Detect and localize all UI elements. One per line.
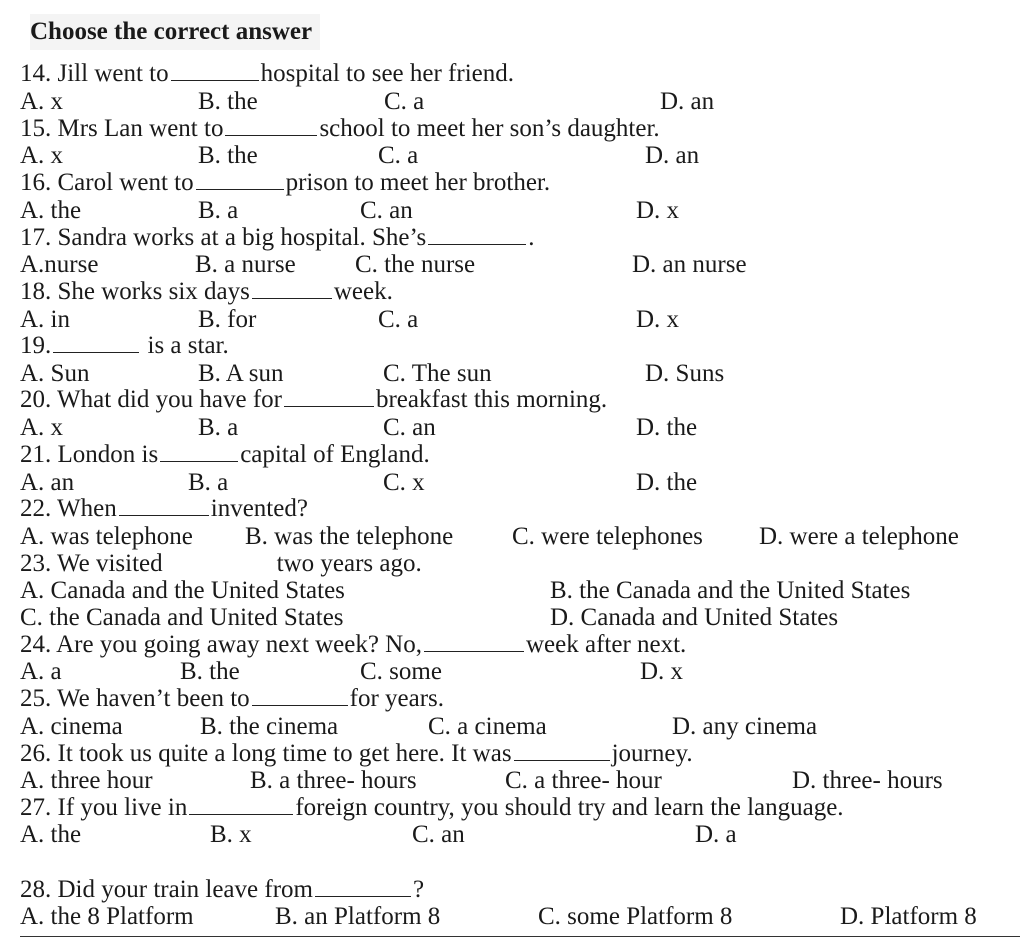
question-text: week after next. — [525, 631, 687, 658]
question-24 — [20, 631, 686, 658]
option-a: A. Sun — [20, 360, 90, 387]
question-20 — [20, 386, 607, 413]
question-17 — [20, 224, 534, 251]
question-text: foreign country, you should try and learn the language. — [295, 794, 844, 821]
question-text: two years ago. — [276, 550, 422, 577]
option-c: C. a — [378, 142, 419, 169]
option-c: C. an — [383, 414, 436, 441]
option-b: B. x — [210, 821, 252, 848]
option-a: A. x — [20, 88, 64, 115]
answer-blank — [196, 169, 284, 190]
question-text: for years. — [349, 685, 445, 712]
option-c: C. a — [384, 88, 425, 115]
question-26 — [20, 740, 693, 767]
option-c: C. an — [412, 821, 465, 848]
option-d: D. three- hours — [792, 767, 943, 794]
question-text: 25. We haven’t been to — [20, 685, 250, 712]
question-text: 26. It took us quite a long time to get here. It was — [20, 740, 512, 767]
option-b: B. the — [198, 142, 258, 169]
answer-blank — [315, 876, 411, 897]
option-d: D. an nurse — [632, 251, 747, 278]
option-d: D. a — [695, 821, 737, 848]
question-15 — [20, 115, 660, 142]
option-d: D. were a telephone — [759, 523, 959, 550]
question-27 — [20, 794, 844, 821]
option-d: D. x — [636, 197, 680, 224]
option-b: B. a — [188, 469, 229, 496]
question-text: school to meet her son’s daughter. — [319, 115, 660, 142]
option-d: D. an — [660, 88, 715, 115]
answer-blank — [284, 386, 374, 407]
option-c: C. an — [360, 197, 413, 224]
option-a: A. Canada and the United States — [20, 577, 345, 604]
question-22 — [20, 495, 308, 522]
question-18 — [20, 278, 393, 305]
option-c: C. a — [378, 306, 419, 333]
question-text: 21. London is — [20, 441, 159, 468]
option-a: A. a — [20, 658, 62, 685]
option-b: B. for — [198, 306, 257, 333]
option-d: D. the — [636, 414, 698, 441]
question-text: invented? — [210, 495, 308, 522]
question-text: . — [528, 224, 535, 251]
question-text: ? — [412, 876, 425, 903]
page-title: Choose the correct answer — [30, 14, 320, 50]
option-c: C. some — [360, 658, 442, 685]
question-text: 24. Are you going away next week? No, — [20, 631, 422, 658]
question-text: 20. What did you have for — [20, 386, 282, 413]
option-a: A. in — [20, 306, 70, 333]
question-text: is a star. — [147, 332, 229, 359]
question-text: 22. When — [20, 495, 117, 522]
option-a: A. the — [20, 197, 82, 224]
option-b: B. an Platform 8 — [275, 903, 441, 930]
question-14 — [20, 60, 514, 87]
divider — [20, 936, 1020, 937]
option-b: B. a — [198, 414, 239, 441]
answer-blank — [160, 441, 238, 462]
answer-blank — [189, 794, 293, 815]
option-c: C. were telephones — [512, 523, 703, 550]
question-text: journey. — [611, 740, 693, 767]
option-d: D. an — [645, 142, 700, 169]
option-c: C. x — [383, 469, 425, 496]
question-text: capital of England. — [240, 441, 430, 468]
answer-blank — [514, 740, 610, 761]
question-text: 23. We visited — [20, 550, 163, 577]
option-a: A. was telephone — [20, 523, 193, 550]
answer-blank — [252, 685, 348, 706]
option-d: D. Suns — [645, 360, 725, 387]
question-25 — [20, 685, 444, 712]
question-text: 17. Sandra works at a big hospital. She’s — [20, 224, 427, 251]
option-d: D. Canada and United States — [550, 604, 839, 631]
question-text: 27. If you live in — [20, 794, 188, 821]
option-a: A.nurse — [20, 251, 99, 278]
answer-blank — [119, 495, 209, 516]
option-a: A. three hour — [20, 767, 153, 794]
option-a: A. x — [20, 142, 64, 169]
option-a: A. the 8 Platform — [20, 903, 194, 930]
answer-blank — [424, 631, 524, 652]
answer-blank — [428, 224, 526, 245]
question-19 — [20, 332, 229, 359]
question-text: prison to meet her brother. — [285, 169, 551, 196]
option-c: C. the nurse — [355, 251, 476, 278]
question-16 — [20, 169, 550, 196]
answer-blank — [53, 332, 139, 353]
option-d: D. x — [640, 658, 684, 685]
option-b: B. a three- hours — [250, 767, 417, 794]
answer-blank — [252, 278, 332, 299]
answer-blank — [171, 60, 259, 81]
option-b: B. was the telephone — [245, 523, 454, 550]
question-text: breakfast this morning. — [375, 386, 608, 413]
option-a: A. cinema — [20, 713, 123, 740]
question-text: week. — [333, 278, 393, 305]
option-c: C. a cinema — [428, 713, 547, 740]
option-c: C. a three- hour — [505, 767, 662, 794]
option-a: A. an — [20, 469, 75, 496]
question-text: hospital to see her friend. — [260, 60, 515, 87]
option-a: A. the — [20, 821, 82, 848]
question-text: 28. Did your train leave from — [20, 876, 313, 903]
question-28 — [20, 876, 424, 903]
option-c: C. The sun — [383, 360, 492, 387]
question-text: 19. — [20, 332, 52, 359]
option-d: D. Platform 8 — [840, 903, 977, 930]
option-b: B. the Canada and the United States — [550, 577, 911, 604]
question-text: 14. Jill went to — [20, 60, 169, 87]
option-d: D. x — [636, 306, 680, 333]
question-text: 16. Carol went to — [20, 169, 194, 196]
option-b: B. a — [198, 197, 239, 224]
question-text: 15. Mrs Lan went to — [20, 115, 224, 142]
option-c: C. some Platform 8 — [538, 903, 733, 930]
option-b: B. A sun — [198, 360, 284, 387]
answer-blank — [165, 550, 275, 571]
option-a: A. x — [20, 414, 64, 441]
answer-blank — [225, 115, 317, 136]
option-b: B. a nurse — [195, 251, 296, 278]
question-23 — [20, 550, 422, 577]
question-text: 18. She works six days — [20, 278, 250, 305]
option-d: D. the — [636, 469, 698, 496]
question-21 — [20, 441, 430, 468]
option-d: D. any cinema — [672, 713, 818, 740]
option-b: B. the — [180, 658, 240, 685]
option-b: B. the — [198, 88, 258, 115]
option-b: B. the cinema — [200, 713, 339, 740]
option-c: C. the Canada and United States — [20, 604, 344, 631]
